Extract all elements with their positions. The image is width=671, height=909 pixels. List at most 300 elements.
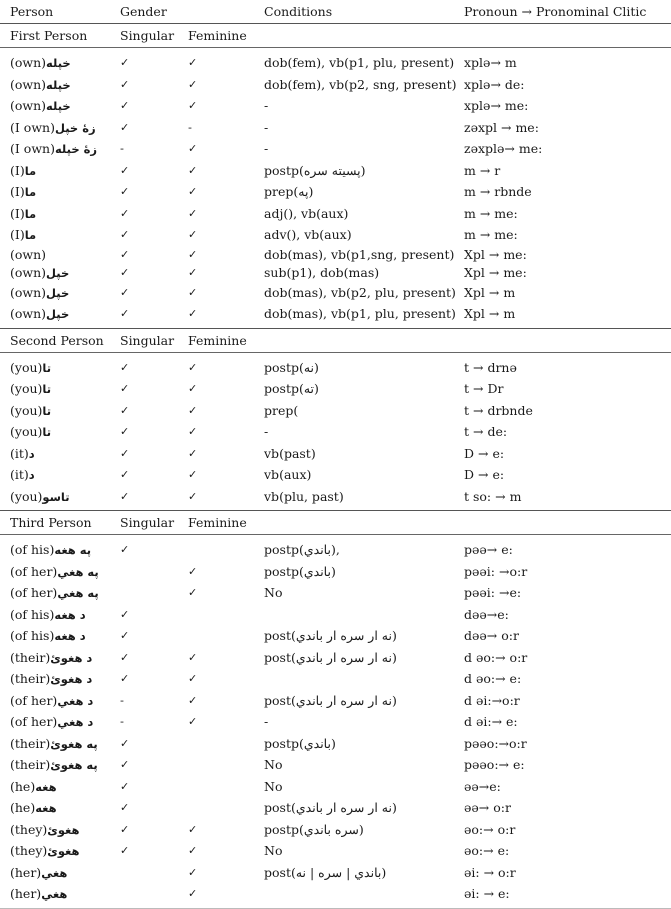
person-pashto: خپله [46, 77, 71, 92]
person-english: (I) [10, 162, 25, 178]
conditions-cell: vb(plu, past) [264, 488, 344, 504]
singular-cell: ✓ [120, 736, 130, 750]
person-english: (I) [10, 227, 25, 243]
person-pashto: هغوئ [47, 844, 80, 859]
singular-cell: ✓ [120, 607, 130, 621]
conditions-cell: dob(fem), vb(p2, sng, present) [264, 76, 457, 92]
table-row [0, 840, 671, 862]
table-row [0, 52, 671, 74]
feminine-cell: ✓ [188, 468, 198, 482]
conditions-cell: - [264, 141, 269, 157]
conditions-cell: postp(ته) [264, 381, 319, 397]
conditions-cell: post(نه ار سره ار باندي) [264, 800, 397, 816]
feminine-cell: ✓ [188, 489, 198, 503]
person-pashto: خپل [46, 266, 70, 280]
conditions-cell: postp(باندي), [264, 542, 340, 558]
table-row [0, 647, 671, 669]
person-english: (of her) [10, 585, 58, 601]
header-conditions: Conditions [264, 4, 333, 19]
person-english: (own) [10, 265, 47, 280]
person-english: (her) [10, 886, 42, 902]
conditions-cell: post(باندي | سره | نه) [264, 864, 387, 880]
clitic-cell: dəə→e: [464, 606, 509, 622]
person-english: (they) [10, 821, 48, 837]
table-row [0, 303, 671, 325]
person-pashto: تا [42, 360, 52, 375]
person-cell [0, 227, 120, 242]
person-cell [0, 779, 120, 794]
feminine-cell: ✓ [188, 586, 198, 600]
person-english: (own) [10, 284, 47, 300]
clitic-cell: t → drnə [464, 359, 517, 375]
conditions-cell: No [264, 778, 283, 794]
table-row [0, 224, 671, 246]
singular-cell: ✓ [120, 248, 130, 261]
clitic-cell: əi: → e: [464, 886, 510, 902]
person-english: (of his) [10, 606, 55, 622]
table-row [0, 819, 671, 841]
person-cell [0, 265, 120, 280]
conditions-cell: dob(mas), vb(p1, plu, present) [264, 306, 456, 322]
table-row [0, 264, 671, 282]
section-feminine-label: Feminine [188, 332, 247, 348]
table-body [0, 23, 671, 908]
singular-cell: ✓ [120, 120, 130, 134]
conditions-cell: prep(په) [264, 184, 314, 200]
conditions-cell: postp(سره باندي) [264, 821, 364, 837]
singular-cell: ✓ [120, 489, 130, 503]
singular-cell: ✓ [120, 163, 130, 177]
person-cell [0, 381, 120, 396]
clitic-cell: m → r [464, 162, 501, 178]
table-row [0, 862, 671, 884]
singular-cell: ✓ [120, 801, 130, 815]
table-row [0, 668, 671, 690]
person-english: (I own) [10, 141, 55, 157]
clitic-cell: d əi:→ e: [464, 714, 518, 730]
feminine-cell: ✓ [188, 266, 198, 279]
singular-cell: ✓ [120, 185, 130, 199]
person-pashto: هغه [35, 779, 57, 794]
feminine-cell: ✓ [188, 307, 198, 321]
person-cell [0, 650, 120, 665]
feminine-cell: ✓ [188, 285, 198, 299]
section-rows [0, 48, 671, 328]
conditions-cell: post(نه ار سره ار باندي) [264, 649, 397, 665]
feminine-cell: ✓ [188, 382, 198, 396]
person-english: (own) [10, 55, 47, 71]
conditions-cell: dob(fem), vb(p1, plu, present) [264, 55, 455, 71]
singular-cell: ✓ [120, 266, 130, 279]
conditions-cell: prep( [264, 402, 299, 418]
person-english: (their) [10, 757, 51, 773]
person-english: (of her) [10, 563, 58, 579]
person-english: (own) [10, 306, 47, 322]
person-pashto: د هغه [54, 629, 86, 644]
clitic-cell: Xpl → me: [464, 265, 527, 280]
section-title: Third Person [10, 515, 92, 530]
table-row [0, 282, 671, 304]
singular-cell: ✓ [120, 307, 130, 321]
clitic-cell: pəəi: →o:r [464, 563, 528, 579]
person-pashto: د هغه [54, 607, 86, 622]
person-pashto: هغي [41, 865, 68, 880]
person-pashto: زهٔ خپله [54, 142, 98, 157]
singular-cell: ✓ [120, 468, 130, 482]
table-row [0, 203, 671, 225]
singular-cell: ✓ [120, 285, 130, 299]
table-row [0, 378, 671, 400]
person-cell [0, 843, 120, 858]
person-pashto: خپله [46, 99, 71, 114]
person-cell [0, 757, 120, 772]
person-pashto: زهٔ خپل [54, 120, 96, 135]
clitic-cell: d əo:→ o:r [464, 649, 528, 665]
conditions-cell: postp(پسيته سره) [264, 162, 366, 178]
table-row [0, 776, 671, 798]
feminine-cell: ✓ [188, 650, 198, 664]
person-pashto: د هغوئ [50, 650, 93, 665]
person-pashto: هغي [41, 887, 68, 902]
person-english: (of his) [10, 542, 55, 558]
person-english: (own) [10, 98, 47, 114]
singular-cell: ✓ [120, 382, 130, 396]
table-row [0, 582, 671, 604]
clitic-cell: xplə→ de: [464, 76, 525, 92]
person-english: (it) [10, 467, 29, 483]
table-header-row [0, 0, 671, 23]
clitic-cell: t → Dr [464, 381, 504, 397]
feminine-cell: ✓ [188, 865, 198, 879]
person-english: (own) [10, 76, 47, 92]
clitic-cell: zəxplə→ me: [464, 141, 543, 157]
table-row [0, 138, 671, 160]
clitic-cell: əo:→ e: [464, 843, 510, 859]
person-cell [0, 98, 120, 113]
clitic-cell: Xpl → m [464, 284, 516, 300]
person-english: (he) [10, 778, 36, 794]
person-english: (I) [10, 184, 25, 200]
person-english: (you) [10, 402, 43, 418]
person-cell [0, 607, 120, 622]
clitic-cell: m → rbnde [464, 184, 532, 200]
feminine-cell: ✓ [188, 206, 198, 220]
singular-cell: ✓ [120, 779, 130, 793]
person-cell [0, 120, 120, 135]
singular-cell: ✓ [120, 543, 130, 557]
person-pashto: ما [24, 163, 37, 178]
person-english: (of her) [10, 692, 58, 708]
section-third-person [0, 510, 671, 908]
feminine-cell: ✓ [188, 403, 198, 417]
person-english: (their) [10, 671, 51, 687]
person-pashto: د [28, 446, 35, 461]
person-pashto: د هغي [57, 693, 94, 708]
table-row [0, 117, 671, 139]
clitic-cell: pəəo:→ e: [464, 757, 525, 773]
person-english: (you) [10, 424, 43, 440]
person-cell [0, 77, 120, 92]
person-cell [0, 865, 120, 880]
feminine-cell: ✓ [188, 693, 198, 707]
singular-cell: ✓ [120, 446, 130, 460]
person-pashto: د هغي [57, 715, 94, 730]
person-english: (you) [10, 359, 43, 375]
section-rows [0, 353, 671, 511]
clitic-cell: əə→e: [464, 778, 501, 794]
conditions-cell: No [264, 757, 283, 773]
person-cell [0, 206, 120, 221]
table-row [0, 539, 671, 561]
person-pashto: ما [24, 185, 37, 200]
person-cell [0, 542, 120, 557]
person-english: (of her) [10, 714, 58, 730]
singular-cell: ✓ [120, 822, 130, 836]
conditions-cell: vb(aux) [264, 467, 312, 483]
singular-cell: ✓ [120, 403, 130, 417]
feminine-cell: ✓ [188, 425, 198, 439]
section-header-row [0, 24, 671, 47]
conditions-cell: No [264, 585, 283, 601]
person-english: (it) [10, 445, 29, 461]
feminine-cell: ✓ [188, 248, 198, 261]
person-pashto: خپله [46, 56, 71, 71]
singular-cell: - [120, 142, 124, 156]
clitic-cell: xplə→ m [464, 55, 517, 71]
table-row [0, 74, 671, 96]
singular-cell: ✓ [120, 56, 130, 70]
person-cell [0, 886, 120, 901]
person-pashto: په هغوئ [50, 736, 98, 751]
conditions-cell: post(نه ار سره ار باندي) [264, 628, 397, 644]
singular-cell: - [120, 693, 124, 707]
person-pashto: په هغه [54, 543, 92, 558]
table-row [0, 246, 671, 264]
feminine-cell: ✓ [188, 56, 198, 70]
clitic-cell: əə→ o:r [464, 800, 511, 816]
table-row [0, 797, 671, 819]
person-pashto: په هغوئ [50, 758, 98, 773]
section-header-row [0, 329, 671, 352]
person-english: (they) [10, 843, 48, 859]
feminine-cell: - [188, 120, 192, 134]
singular-cell: ✓ [120, 425, 130, 439]
table-row [0, 486, 671, 508]
section-feminine-label: Feminine [188, 515, 247, 530]
person-cell [0, 55, 120, 70]
person-cell [0, 693, 120, 708]
person-pashto: د هغوئ [50, 672, 93, 687]
clitic-cell: zəxpl → me: [464, 119, 539, 135]
clitic-cell: pəəo:→o:r [464, 735, 527, 751]
conditions-cell: postp(نه) [264, 359, 319, 375]
conditions-cell: sub(p1), dob(mas) [264, 265, 380, 280]
table-row [0, 883, 671, 905]
person-pashto: تا [42, 403, 52, 418]
feminine-cell: ✓ [188, 163, 198, 177]
feminine-cell: ✓ [188, 887, 198, 901]
person-cell [0, 564, 120, 579]
person-cell [0, 446, 120, 461]
section-rows [0, 535, 671, 908]
table-row [0, 733, 671, 755]
table-row [0, 421, 671, 443]
clitic-cell: pəə→ e: [464, 542, 513, 558]
table-row [0, 443, 671, 465]
conditions-cell: - [264, 714, 269, 730]
person-cell [0, 822, 120, 837]
header-gender: Gender [120, 4, 167, 19]
feminine-cell: ✓ [188, 185, 198, 199]
person-cell [0, 467, 120, 482]
feminine-cell: ✓ [188, 564, 198, 578]
clitic-cell: dəə→ o:r [464, 628, 519, 644]
person-english: (I) [10, 205, 25, 221]
table-row [0, 625, 671, 647]
table-row [0, 160, 671, 182]
person-english: (I own) [10, 119, 55, 135]
feminine-cell: ✓ [188, 446, 198, 460]
person-cell [0, 585, 120, 600]
person-english: (their) [10, 649, 51, 665]
feminine-cell: ✓ [188, 844, 198, 858]
singular-cell: ✓ [120, 672, 130, 686]
person-cell [0, 489, 120, 504]
singular-cell: - [120, 715, 124, 729]
singular-cell: ✓ [120, 650, 130, 664]
person-pashto: ما [24, 228, 37, 243]
person-cell [0, 306, 120, 321]
conditions-cell: - [264, 424, 269, 440]
feminine-cell: ✓ [188, 142, 198, 156]
person-cell [0, 671, 120, 686]
person-cell [0, 424, 120, 439]
section-header-row [0, 511, 671, 534]
clitic-cell: pəəi: →e: [464, 585, 522, 601]
clitic-cell: d əo:→ e: [464, 671, 522, 687]
feminine-cell: ✓ [188, 360, 198, 374]
person-english: (her) [10, 864, 42, 880]
person-pashto: ما [24, 206, 37, 221]
person-cell [0, 403, 120, 418]
table-row [0, 604, 671, 626]
singular-cell: ✓ [120, 844, 130, 858]
person-pashto: په هغي [57, 586, 99, 601]
person-pashto: په هغي [57, 564, 99, 579]
person-pashto: تا [42, 425, 52, 440]
section-second-person [0, 328, 671, 511]
conditions-cell: vb(past) [264, 445, 316, 461]
person-cell [0, 800, 120, 815]
person-pashto: تا [42, 382, 52, 397]
feminine-cell: ✓ [188, 715, 198, 729]
person-cell [0, 628, 120, 643]
conditions-cell: post(نه ار سره ار باندي) [264, 692, 397, 708]
person-cell [0, 360, 120, 375]
header-clitic: Pronoun → Pronominal Clitic [464, 4, 647, 19]
clitic-cell: t → de: [464, 424, 508, 440]
table-row [0, 95, 671, 117]
person-english: (he) [10, 800, 36, 816]
person-cell [0, 163, 120, 178]
singular-cell: ✓ [120, 629, 130, 643]
conditions-cell: postp(باندي) [264, 735, 336, 751]
person-cell [0, 714, 120, 729]
conditions-cell: dob(mas), vb(p2, plu, present) [264, 284, 456, 300]
person-cell [0, 247, 120, 262]
table-row [0, 711, 671, 733]
feminine-cell: ✓ [188, 77, 198, 91]
clitic-cell: m → me: [464, 205, 518, 221]
section-title: Second Person [10, 332, 104, 348]
table-row [0, 754, 671, 776]
person-pashto: تاسو [42, 489, 70, 504]
clitic-cell: Xpl → m [464, 306, 516, 322]
person-english: (you) [10, 381, 43, 397]
table-bottom-rule [0, 908, 671, 909]
section-singular-label: Singular [120, 515, 175, 530]
section-title: First Person [10, 28, 88, 43]
table-row [0, 181, 671, 203]
table-row [0, 561, 671, 583]
singular-cell: ✓ [120, 360, 130, 374]
singular-cell: ✓ [120, 206, 130, 220]
clitic-cell: t → drbnde [464, 402, 533, 418]
clitic-cell: Xpl → me: [464, 247, 527, 262]
feminine-cell: ✓ [188, 228, 198, 242]
conditions-cell: - [264, 98, 269, 114]
person-cell [0, 285, 120, 300]
section-singular-label: Singular [120, 332, 175, 348]
person-cell [0, 736, 120, 751]
conditions-cell: dob(mas), vb(p1,sng, present) [264, 247, 455, 262]
person-pashto: د [28, 468, 35, 483]
singular-cell: ✓ [120, 77, 130, 91]
table-row [0, 357, 671, 379]
conditions-cell: adv(), vb(aux) [264, 227, 352, 243]
table-row [0, 400, 671, 422]
clitic-cell: əi: → o:r [464, 864, 516, 880]
section-singular-label: Singular [120, 28, 175, 43]
header-person: Person [10, 4, 54, 19]
feminine-cell: ✓ [188, 822, 198, 836]
section-first-person [0, 23, 671, 328]
table-row [0, 690, 671, 712]
conditions-cell: adj(), vb(aux) [264, 205, 349, 221]
clitic-cell: d əi:→o:r [464, 692, 520, 708]
clitic-cell: D → e: [464, 445, 505, 461]
clitic-cell: m → me: [464, 227, 518, 243]
clitic-cell: əo:→ o:r [464, 821, 516, 837]
person-pashto: خپل [46, 307, 70, 322]
person-pashto: هغوئ [47, 822, 80, 837]
person-english: (you) [10, 488, 43, 504]
singular-cell: ✓ [120, 758, 130, 772]
conditions-cell: No [264, 843, 283, 859]
singular-cell: ✓ [120, 99, 130, 113]
section-feminine-label: Feminine [188, 28, 247, 43]
feminine-cell: ✓ [188, 99, 198, 113]
clitic-cell: D → e: [464, 467, 505, 483]
conditions-cell: postp(باندي) [264, 563, 336, 579]
person-pashto: هغه [35, 801, 57, 816]
conditions-cell: - [264, 119, 269, 135]
feminine-cell: ✓ [188, 672, 198, 686]
table-row [0, 464, 671, 486]
clitic-cell: t so: → m [464, 488, 522, 504]
person-pashto: خپل [46, 285, 70, 300]
person-cell [0, 141, 120, 156]
